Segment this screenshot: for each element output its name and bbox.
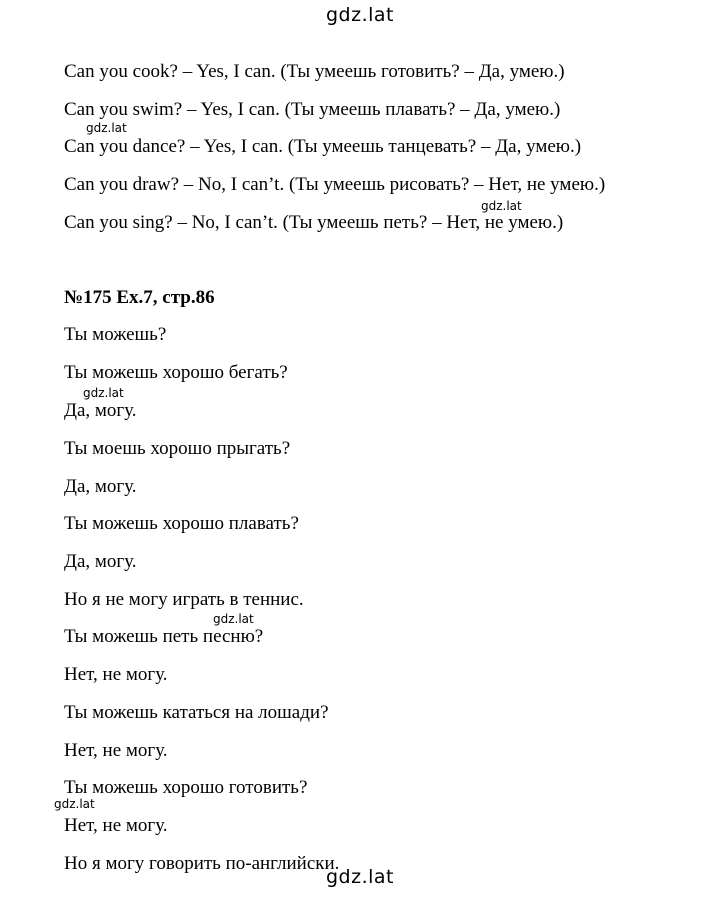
- watermark-header: gdz.lat: [325, 4, 394, 26]
- watermark-footer: gdz.lat: [325, 866, 394, 888]
- exercise-line-2: Ты можешь хорошо бегать?: [64, 362, 288, 383]
- exercise-line-9: Ты можешь петь песню?: [64, 626, 264, 647]
- exercise-line-10: Нет, не могу.: [64, 664, 168, 685]
- exercise-line-6: Ты можешь хорошо плавать?: [64, 513, 299, 534]
- exercise-heading: №175 Ex.7, стр.86: [64, 287, 215, 308]
- watermark-inline-2: gdz.lat: [481, 199, 522, 213]
- dialogue-line-1: Can you cook? – Yes, I can. (Ты умеешь готовить? – Да, умею.): [64, 61, 565, 82]
- exercise-line-14: Нет, не могу.: [64, 815, 168, 836]
- exercise-line-4: Ты моешь хорошо прыгать?: [64, 438, 291, 459]
- dialogue-line-4: Can you draw? – No, I can’t. (Ты умеешь рисовать? – Нет, не умею.): [64, 174, 606, 195]
- exercise-line-13: Ты можешь хорошо готовить?: [64, 777, 308, 798]
- exercise-line-11: Ты можешь кататься на лошади?: [64, 702, 329, 723]
- exercise-line-12: Нет, не могу.: [64, 740, 168, 761]
- exercise-line-7: Да, могу.: [64, 551, 137, 572]
- dialogue-line-3: Can you dance? – Yes, I can. (Ты умеешь танцевать? – Да, умею.): [64, 136, 582, 157]
- dialogue-line-5: Can you sing? – No, I can’t. (Ты умеешь петь? – Нет, не умею.): [64, 212, 564, 233]
- exercise-line-5: Да, могу.: [64, 476, 137, 497]
- exercise-line-15: Но я могу говорить по-английски.: [64, 853, 340, 874]
- watermark-inline-5: gdz.lat: [54, 797, 95, 811]
- exercise-line-1: Ты можешь?: [64, 324, 167, 345]
- dialogue-line-2: Can you swim? – Yes, I can. (Ты умеешь плавать? – Да, умею.): [64, 99, 561, 120]
- watermark-inline-1: gdz.lat: [86, 121, 127, 135]
- watermark-inline-4: gdz.lat: [213, 612, 254, 626]
- watermark-inline-3: gdz.lat: [83, 386, 124, 400]
- exercise-line-8: Но я не могу играть в теннис.: [64, 589, 304, 610]
- exercise-line-3: Да, могу.: [64, 400, 137, 421]
